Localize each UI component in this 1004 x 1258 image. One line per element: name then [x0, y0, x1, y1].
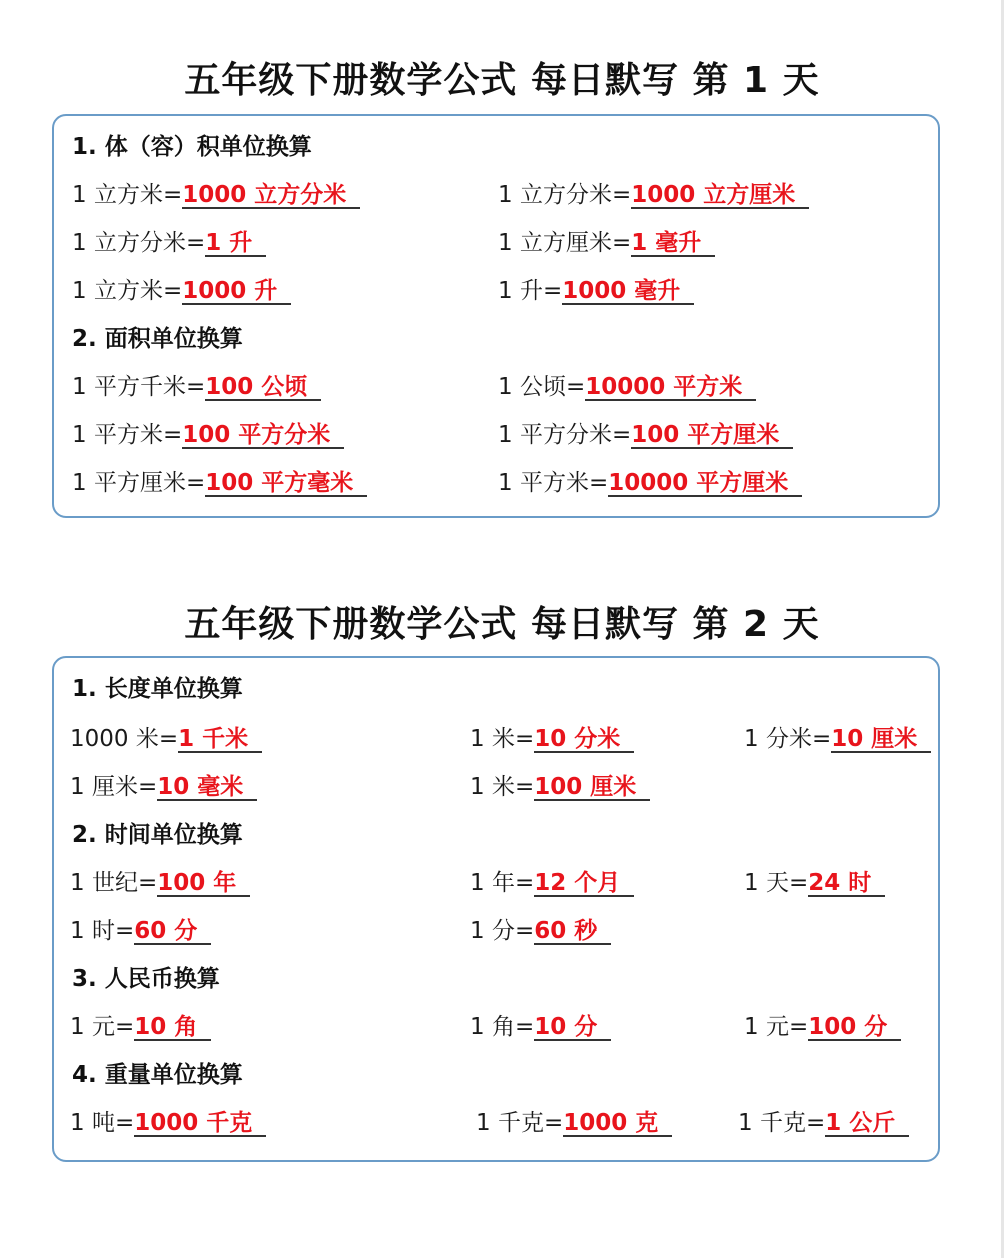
- answer-blank: 1 公斤: [825, 1111, 909, 1137]
- formula-item: 1 平方厘米=100 平方毫米: [72, 468, 367, 498]
- answer-blank: 10 毫米: [157, 775, 257, 801]
- formula-item: 1 米=10 分米: [470, 724, 634, 754]
- formula-item: 1 时=60 分: [70, 916, 211, 946]
- formula-item: 1 立方米=1000 升: [72, 276, 291, 306]
- day1-box: [52, 114, 940, 518]
- answer-blank: 100 平方毫米: [205, 471, 367, 497]
- section-heading: 1. 体（容）积单位换算: [72, 134, 312, 160]
- formula-item: 1 天=24 时: [744, 868, 885, 898]
- section-heading: 3. 人民币换算: [72, 966, 220, 992]
- answer-blank: 10 分米: [534, 727, 634, 753]
- answer-blank: 10000 平方厘米: [608, 471, 802, 497]
- day1-title: 五年级下册数学公式 每日默写 第 1 天: [184, 60, 820, 101]
- section-heading: 4. 重量单位换算: [72, 1062, 243, 1088]
- answer-blank: 100 平方厘米: [631, 423, 793, 449]
- answer-blank: 1000 立方分米: [182, 183, 360, 209]
- formula-item: 1000 米=1 千米: [70, 724, 262, 754]
- formula-item: 1 世纪=100 年: [70, 868, 250, 898]
- formula-item: 1 立方分米=1000 立方厘米: [498, 180, 809, 210]
- answer-blank: 1000 毫升: [562, 279, 694, 305]
- answer-blank: 100 平方分米: [182, 423, 344, 449]
- formula-item: 1 吨=1000 千克: [70, 1108, 266, 1138]
- formula-item: 1 元=100 分: [744, 1012, 901, 1042]
- day2-title: 五年级下册数学公式 每日默写 第 2 天: [184, 604, 820, 645]
- answer-blank: 1 升: [205, 231, 266, 257]
- formula-item: 1 平方米=100 平方分米: [72, 420, 344, 450]
- section-heading: 2. 时间单位换算: [72, 822, 243, 848]
- answer-blank: 60 秒: [534, 919, 611, 945]
- answer-blank: 10000 平方米: [585, 375, 756, 401]
- formula-item: 1 平方米=10000 平方厘米: [498, 468, 802, 498]
- formula-item: 1 立方分米=1 升: [72, 228, 266, 258]
- formula-item: 1 公顷=10000 平方米: [498, 372, 756, 402]
- formula-item: 1 分=60 秒: [470, 916, 611, 946]
- answer-blank: 10 厘米: [831, 727, 931, 753]
- formula-item: 1 厘米=10 毫米: [70, 772, 257, 802]
- answer-blank: 10 角: [134, 1015, 211, 1041]
- formula-item: 1 年=12 个月: [470, 868, 634, 898]
- answer-blank: 100 公顷: [205, 375, 321, 401]
- answer-blank: 10 分: [534, 1015, 611, 1041]
- formula-item: 1 立方米=1000 立方分米: [72, 180, 360, 210]
- answer-blank: 1 毫升: [631, 231, 715, 257]
- formula-item: 1 角=10 分: [470, 1012, 611, 1042]
- answer-blank: 1000 立方厘米: [631, 183, 809, 209]
- answer-blank: 100 分: [808, 1015, 901, 1041]
- formula-item: 1 立方厘米=1 毫升: [498, 228, 715, 258]
- answer-blank: 24 时: [808, 871, 885, 897]
- formula-item: 1 千克=1000 克: [476, 1108, 672, 1138]
- formula-item: 1 平方千米=100 公顷: [72, 372, 321, 402]
- formula-item: 1 米=100 厘米: [470, 772, 650, 802]
- answer-blank: 1000 千克: [134, 1111, 266, 1137]
- section-heading: 2. 面积单位换算: [72, 326, 243, 352]
- answer-blank: 12 个月: [534, 871, 634, 897]
- answer-blank: 1000 克: [563, 1111, 672, 1137]
- formula-item: 1 平方分米=100 平方厘米: [498, 420, 793, 450]
- answer-blank: 100 厘米: [534, 775, 650, 801]
- section-heading: 1. 长度单位换算: [72, 676, 243, 702]
- answer-blank: 1000 升: [182, 279, 291, 305]
- formula-item: 1 元=10 角: [70, 1012, 211, 1042]
- formula-item: 1 千克=1 公斤: [738, 1108, 909, 1138]
- formula-item: 1 升=1000 毫升: [498, 276, 694, 306]
- answer-blank: 1 千米: [178, 727, 262, 753]
- day2-box: [52, 656, 940, 1162]
- formula-item: 1 分米=10 厘米: [744, 724, 931, 754]
- answer-blank: 60 分: [134, 919, 211, 945]
- answer-blank: 100 年: [157, 871, 250, 897]
